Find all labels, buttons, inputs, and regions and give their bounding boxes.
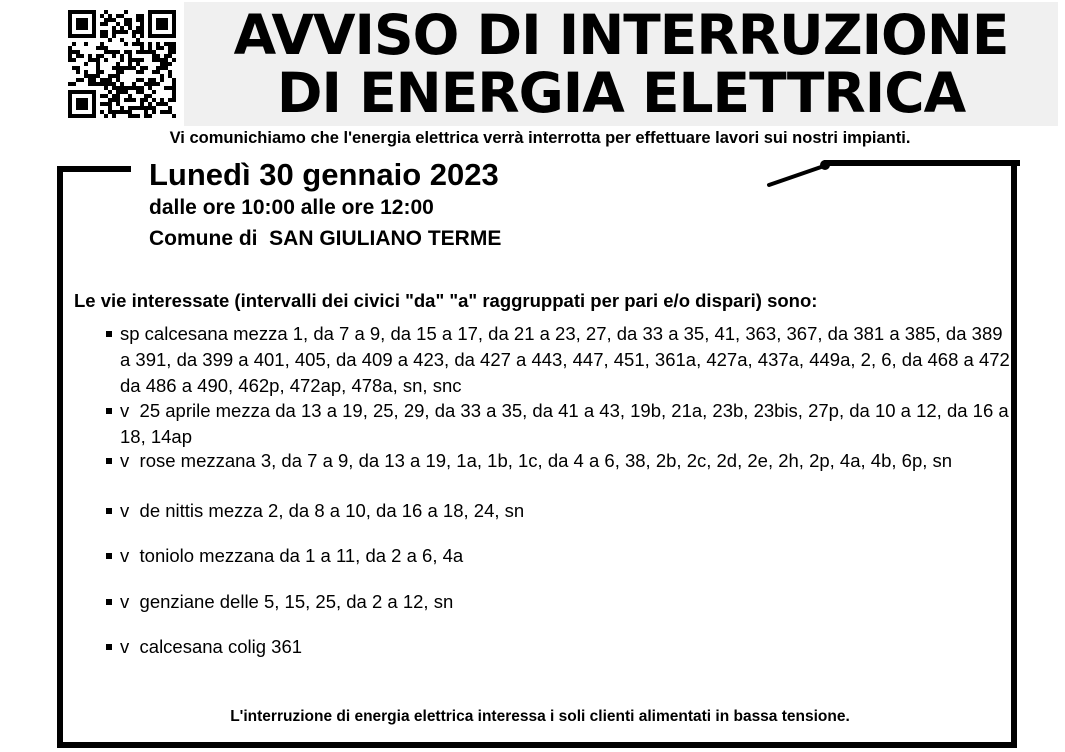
interruption-date: Lunedì 30 gennaio 2023 — [149, 157, 499, 192]
list-item — [106, 589, 1016, 615]
street-text: v calcesana colig 361 — [120, 636, 303, 657]
bullet-icon — [106, 644, 112, 650]
bullet-icon — [106, 408, 112, 414]
street-text: v genziane delle 5, 15, 25, da 2 a 12, sn — [120, 591, 454, 612]
qr-code-icon — [68, 10, 176, 118]
frame-border-top-left — [57, 166, 131, 172]
municipality: Comune di SAN GIULIANO TERME — [149, 227, 502, 250]
bullet-icon — [106, 331, 112, 337]
frame-border-top-right — [824, 160, 1020, 166]
list-item — [106, 543, 1016, 569]
list-item — [106, 498, 1016, 524]
bullet-icon — [106, 599, 112, 605]
street-text: v rose mezzana 3, da 7 a 9, da 13 a 19, 1a, 1b, 1c, da 4 a 6, 38, 2b, 2c, 2d, 2e, 2h, 2p, 4a, 4b, 6p, sn — [120, 450, 953, 471]
bullet-icon — [106, 553, 112, 559]
street-text: sp calcesana mezza 1, da 7 a 9, da 15 a 17, da 21 a 23, 27, da 33 a 35, 41, 363, 367, da 381 a 385, da 389 a 391, da 399 a 401, 405, da 409 a 423, da 427 a 443, 447, 451, 361a, 427a, 437a, 449a, 2, 6, da 468 a 472, da 486 a 490, 462p, 472ap, 478a, sn, snc — [120, 323, 1021, 396]
title-banner — [184, 2, 1058, 126]
frame-border-left — [57, 166, 63, 748]
streets-heading: Le vie interessate (intervalli dei civici "da" "a" raggruppati per pari e/o dispari) sono: — [74, 290, 818, 311]
interruption-hours: dalle ore 10:00 alle ore 12:00 — [149, 196, 434, 219]
street-text: v 25 aprile mezza da 13 a 19, 25, 29, da 33 a 35, da 41 a 43, 19b, 21a, 23b, 23bis, 27p, da 10 a 12, da 16 a 18, 14ap — [120, 400, 1014, 447]
street-text: v de nittis mezza 2, da 8 a 10, da 16 a 18, 24, sn — [120, 500, 525, 521]
list-item — [106, 398, 1016, 450]
broken-cable-icon — [766, 156, 832, 190]
frame-border-bottom — [57, 742, 1017, 748]
list-item — [106, 634, 1016, 660]
street-text: v toniolo mezzana da 1 a 11, da 2 a 6, 4a — [120, 545, 464, 566]
list-item — [106, 321, 1021, 399]
title-line-1: AVVISO DI INTERRUZIONE — [233, 3, 1009, 67]
bullet-icon — [106, 458, 112, 464]
title-line-2: DI ENERGIA ELETTRICA — [276, 61, 966, 125]
footer-note: L'interruzione di energia elettrica interessa i soli clienti alimentati in bassa tensione. — [230, 708, 850, 725]
bullet-icon — [106, 508, 112, 514]
intro-text: Vi comunichiamo che l'energia elettrica verrà interrotta per effettuare lavori sui nostri impianti. — [169, 129, 911, 147]
list-item — [106, 448, 1016, 474]
